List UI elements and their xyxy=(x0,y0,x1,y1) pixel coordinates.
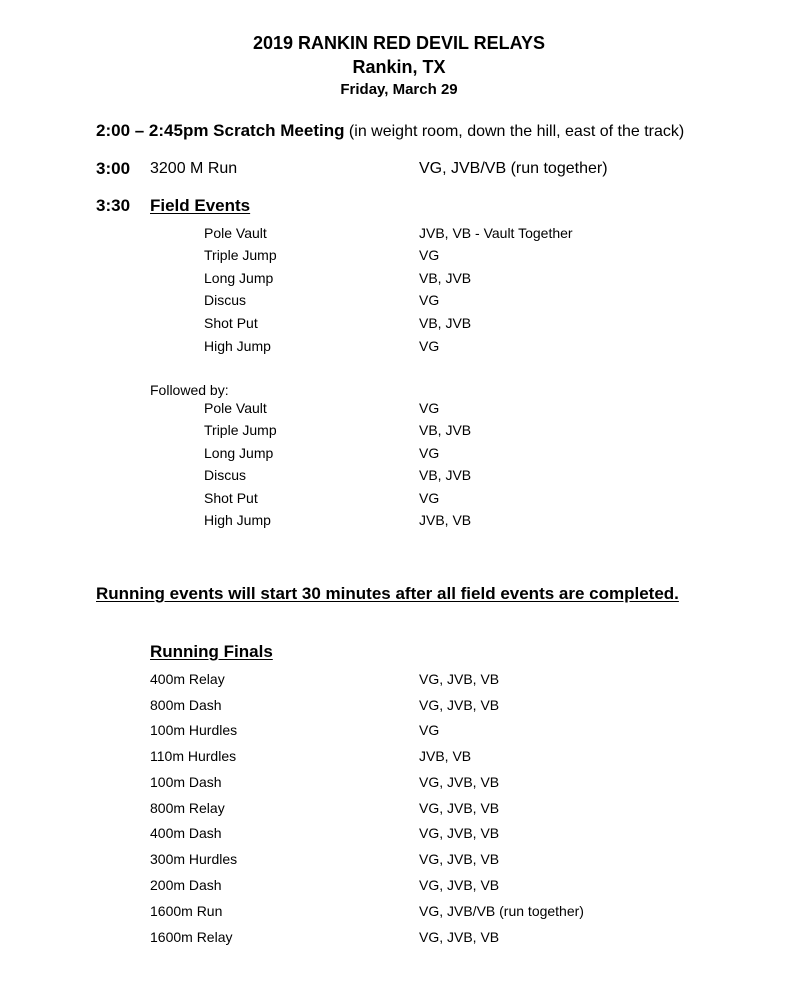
event-name: 800m Relay xyxy=(150,800,225,816)
list-item xyxy=(0,422,798,442)
list-item xyxy=(0,697,798,717)
event-name: 300m Hurdles xyxy=(150,851,238,867)
event-divisions: VG, JVB, VB xyxy=(419,800,500,816)
list-item xyxy=(0,247,798,267)
list-item xyxy=(0,445,798,465)
event-divisions: VG, JVB, VB xyxy=(419,851,500,867)
event-divisions: VB, JVB xyxy=(419,422,472,438)
event-name: Pole Vault xyxy=(204,400,267,416)
event-divisions: VG xyxy=(419,722,440,738)
list-item xyxy=(0,877,798,897)
list-item xyxy=(0,292,798,312)
event-name: 400m Relay xyxy=(150,671,225,687)
event-name: Long Jump xyxy=(204,270,274,286)
event-divisions: VG, JVB, VB xyxy=(419,929,500,945)
list-item xyxy=(0,490,798,510)
event-name: Shot Put xyxy=(204,315,258,331)
event-divisions: VG, JVB, VB xyxy=(419,671,500,687)
scratch-meeting-location: (in weight room, down the hill, east of the track) xyxy=(344,123,685,140)
event-name: Long Jump xyxy=(204,445,274,461)
event-name: Discus xyxy=(204,292,247,308)
list-item xyxy=(0,467,798,487)
event-divisions: VG xyxy=(419,292,440,308)
event-divisions: JVB, VB - Vault Together xyxy=(419,225,573,241)
running-finals-heading: Running Finals xyxy=(150,642,273,661)
list-item xyxy=(0,800,798,820)
event-name: High Jump xyxy=(204,338,271,354)
event-divisions: VB, JVB xyxy=(419,315,472,331)
list-item xyxy=(0,903,798,923)
scratch-meeting-line xyxy=(96,121,684,141)
field-events-heading: Field Events xyxy=(150,196,251,215)
list-item xyxy=(0,225,798,245)
event-name: 400m Dash xyxy=(150,825,222,841)
list-item xyxy=(0,929,798,949)
list-item xyxy=(0,315,798,335)
event-name: 1600m Run xyxy=(150,903,223,919)
event-divisions: VG, JVB, VB xyxy=(419,877,500,893)
event-divisions: VG xyxy=(419,490,440,506)
event-name: Pole Vault xyxy=(204,225,267,241)
page-title: 2019 RANKIN RED DEVIL RELAYS xyxy=(252,33,546,53)
run3200-event: 3200 M Run xyxy=(150,160,238,177)
list-item xyxy=(0,851,798,871)
event-name: High Jump xyxy=(204,512,271,528)
event-name: 100m Dash xyxy=(150,774,222,790)
event-name: Shot Put xyxy=(204,490,258,506)
event-divisions: VG xyxy=(419,338,440,354)
event-divisions: VG xyxy=(419,445,440,461)
event-name: 800m Dash xyxy=(150,697,222,713)
event-name: Discus xyxy=(204,467,247,483)
running-events-notice: Running events will start 30 minutes after all field events are completed. xyxy=(96,584,679,603)
event-divisions: VG, JVB, VB xyxy=(419,774,500,790)
list-item xyxy=(0,338,798,358)
run3200-time: 3:00 xyxy=(96,159,131,178)
list-item xyxy=(0,774,798,794)
event-divisions: VG, JVB/VB (run together) xyxy=(419,903,584,919)
list-item xyxy=(0,748,798,768)
event-divisions: JVB, VB xyxy=(419,748,472,764)
event-name: Triple Jump xyxy=(204,422,277,438)
event-divisions: VG, JVB, VB xyxy=(419,697,500,713)
list-item xyxy=(0,722,798,742)
list-item xyxy=(0,270,798,290)
event-name: Triple Jump xyxy=(204,247,277,263)
run3200-divisions: VG, JVB/VB (run together) xyxy=(419,160,608,177)
event-name: 200m Dash xyxy=(150,877,222,893)
event-name: 110m Hurdles xyxy=(150,748,237,764)
event-name: 1600m Relay xyxy=(150,929,233,945)
list-item xyxy=(0,671,798,691)
field-events-time: 3:30 xyxy=(96,196,131,215)
list-item xyxy=(0,512,798,532)
event-date: Friday, March 29 xyxy=(340,81,458,98)
event-location: Rankin, TX xyxy=(352,57,446,77)
event-name: 100m Hurdles xyxy=(150,722,238,738)
followed-by-label: Followed by: xyxy=(150,382,229,398)
event-divisions: VB, JVB xyxy=(419,467,472,483)
scratch-meeting-time: 2:00 – 2:45pm Scratch Meeting xyxy=(96,121,345,140)
list-item xyxy=(0,825,798,845)
event-divisions: VB, JVB xyxy=(419,270,472,286)
event-divisions: JVB, VB xyxy=(419,512,472,528)
event-divisions: VG, JVB, VB xyxy=(419,825,500,841)
event-divisions: VG xyxy=(419,400,440,416)
list-item xyxy=(0,400,798,420)
event-divisions: VG xyxy=(419,247,440,263)
